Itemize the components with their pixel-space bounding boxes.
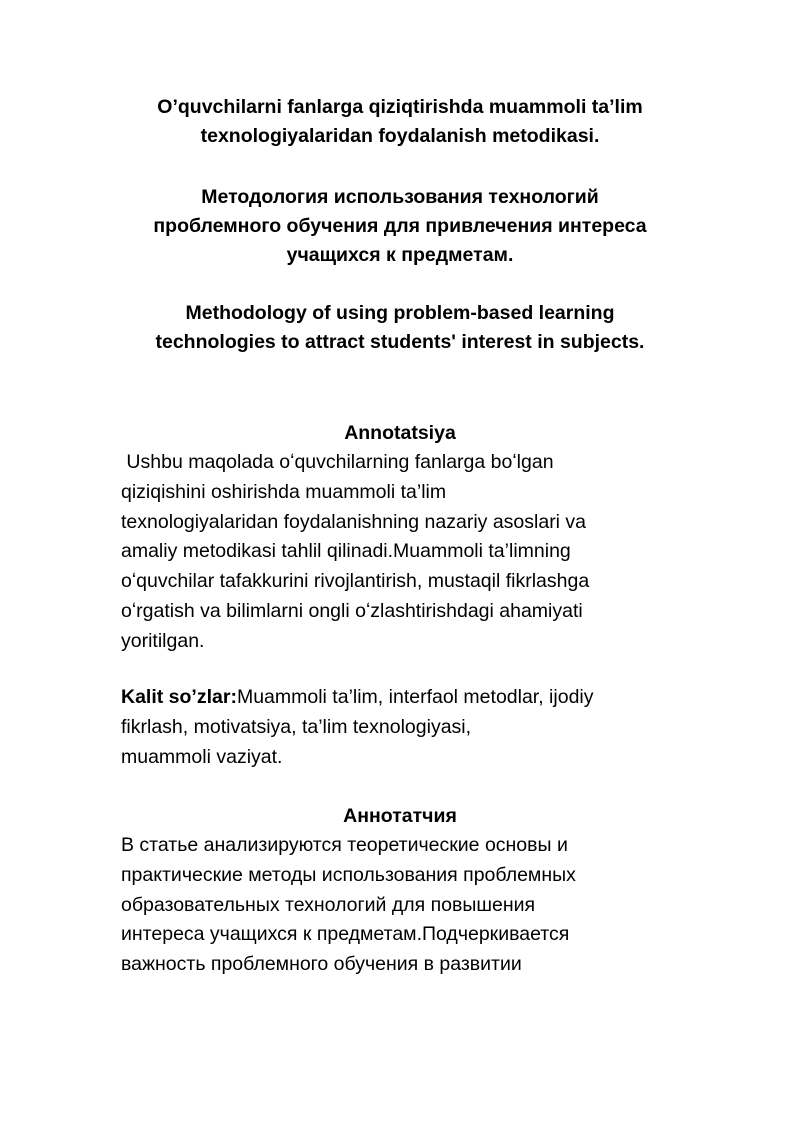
- abstract-uzbek-line: oʻquvchilar tafakkurini rivojlantirish, mustaqil fikrlashga: [121, 570, 590, 593]
- abstract-uzbek-line: qiziqishini oshirishda muammoli ta’lim: [121, 480, 447, 503]
- abstract-uzbek-body: [121, 448, 701, 657]
- abstract-uzbek-line: texnologiyalaridan foydalanishning nazariy asoslari va: [121, 510, 587, 533]
- keywords-line: fikrlash, motivatsiya, ta’lim texnologiyasi,: [121, 715, 472, 738]
- abstract-uzbek-line: Ushbu maqolada oʻquvchilarning fanlarga boʻlgan: [121, 451, 554, 473]
- title-russian-line: учащихся к предметам.: [286, 244, 514, 266]
- abstract-russian-heading: Аннотатчия: [343, 805, 457, 827]
- title-russian-line: Методология использования технологий: [201, 186, 599, 208]
- keywords-text: Muammoli ta’lim, interfaol metodlar, ijodiy: [236, 686, 594, 708]
- abstract-uzbek-line: yoritilgan.: [121, 629, 205, 652]
- title-uzbek-line: texnologiyalaridan foydalanish metodikasi.: [200, 125, 600, 147]
- title-russian: [100, 183, 700, 270]
- title-uzbek-line: O’quvchilarni fanlarga qiziqtirishda muammoli ta’lim: [157, 96, 643, 118]
- keywords-label: Kalit so’zlar:: [121, 686, 237, 708]
- keywords-line: muammoli vaziyat.: [121, 745, 283, 768]
- abstract-uzbek-heading: Annotatsiya: [344, 422, 456, 444]
- title-english: [100, 299, 700, 357]
- keywords-paragraph: [121, 683, 701, 772]
- abstract-uzbek-line: amaliy metodikasi tahlil qilinadi.Muammoli ta’limning: [121, 540, 571, 563]
- title-russian-line: проблемного обучения для привлечения интереса: [153, 215, 647, 237]
- abstract-russian-line: образовательных технологий для повышения: [121, 893, 536, 916]
- abstract-russian-line: практические методы использования проблемных: [121, 863, 576, 886]
- keywords-line: [121, 683, 701, 713]
- abstract-russian-line: В статье анализируются теоретические основы и: [121, 834, 568, 856]
- title-english-line: Methodology of using problem-based learning: [185, 302, 615, 324]
- abstract-uzbek-line: oʻrgatish va bilimlarni ongli oʻzlashtirishdagi ahamiyati: [121, 599, 583, 622]
- title-english-line: technologies to attract students' interest in subjects.: [155, 331, 645, 353]
- abstract-russian-line: интереса учащихся к предметам.Подчеркивается: [121, 923, 570, 946]
- abstract-russian-line: важность проблемного обучения в развитии: [121, 953, 522, 976]
- title-uzbek: [100, 93, 700, 151]
- abstract-russian-body: [121, 831, 701, 980]
